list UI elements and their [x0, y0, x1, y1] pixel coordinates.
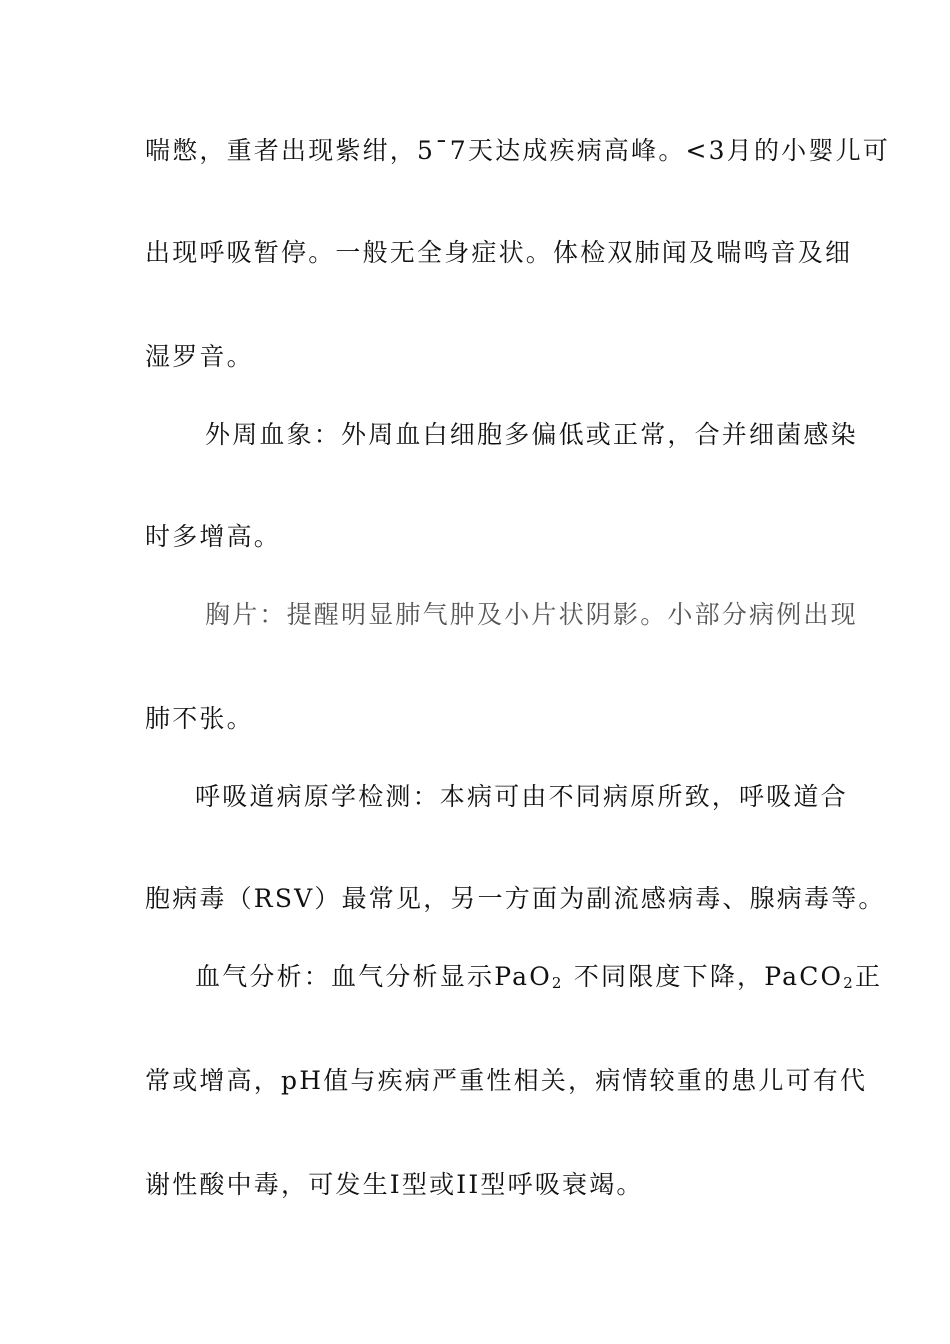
- subscript: 2: [551, 974, 564, 992]
- text-line-2: 出现呼吸暂停。一般无全身症状。体检双肺闻及喘鸣音及细: [145, 238, 853, 267]
- text-line-4: 外周血象：外周血白细胞多偏低或正常，合并细菌感染: [205, 420, 858, 449]
- text-line-6: 胸片：提醒明显肺气肿及小片状阴影。小部分病例出现: [205, 600, 858, 629]
- text-line-7: 肺不张。: [145, 704, 254, 733]
- text-segment: 不同限度下降，PaCO: [573, 962, 844, 991]
- text-line-9: 胞病毒（RSV）最常见，另一方面为副流感病毒、腺病毒等。: [145, 884, 886, 913]
- text-line-1: 喘憋，重者出现紫绀，5¯7天达成疾病高峰。<3月的小婴儿可: [145, 136, 890, 165]
- subscript: 2: [843, 974, 855, 992]
- text-segment: 血气分析：血气分析显示PaO: [195, 962, 552, 991]
- text-line-5: 时多增高。: [145, 522, 282, 551]
- text-line-8: 呼吸道病原学检测：本病可由不同病原所致，呼吸道合: [195, 782, 848, 811]
- text-line-3: 湿罗音。: [145, 342, 254, 371]
- text-line-11: 常或增高，pH值与疾病严重性相关，病情较重的患儿可有代: [145, 1066, 868, 1095]
- text-segment: 正: [855, 962, 883, 991]
- text-line-10: [195, 960, 883, 994]
- text-line-12: 谢性酸中毒，可发生I型或II型呼吸衰竭。: [145, 1170, 644, 1199]
